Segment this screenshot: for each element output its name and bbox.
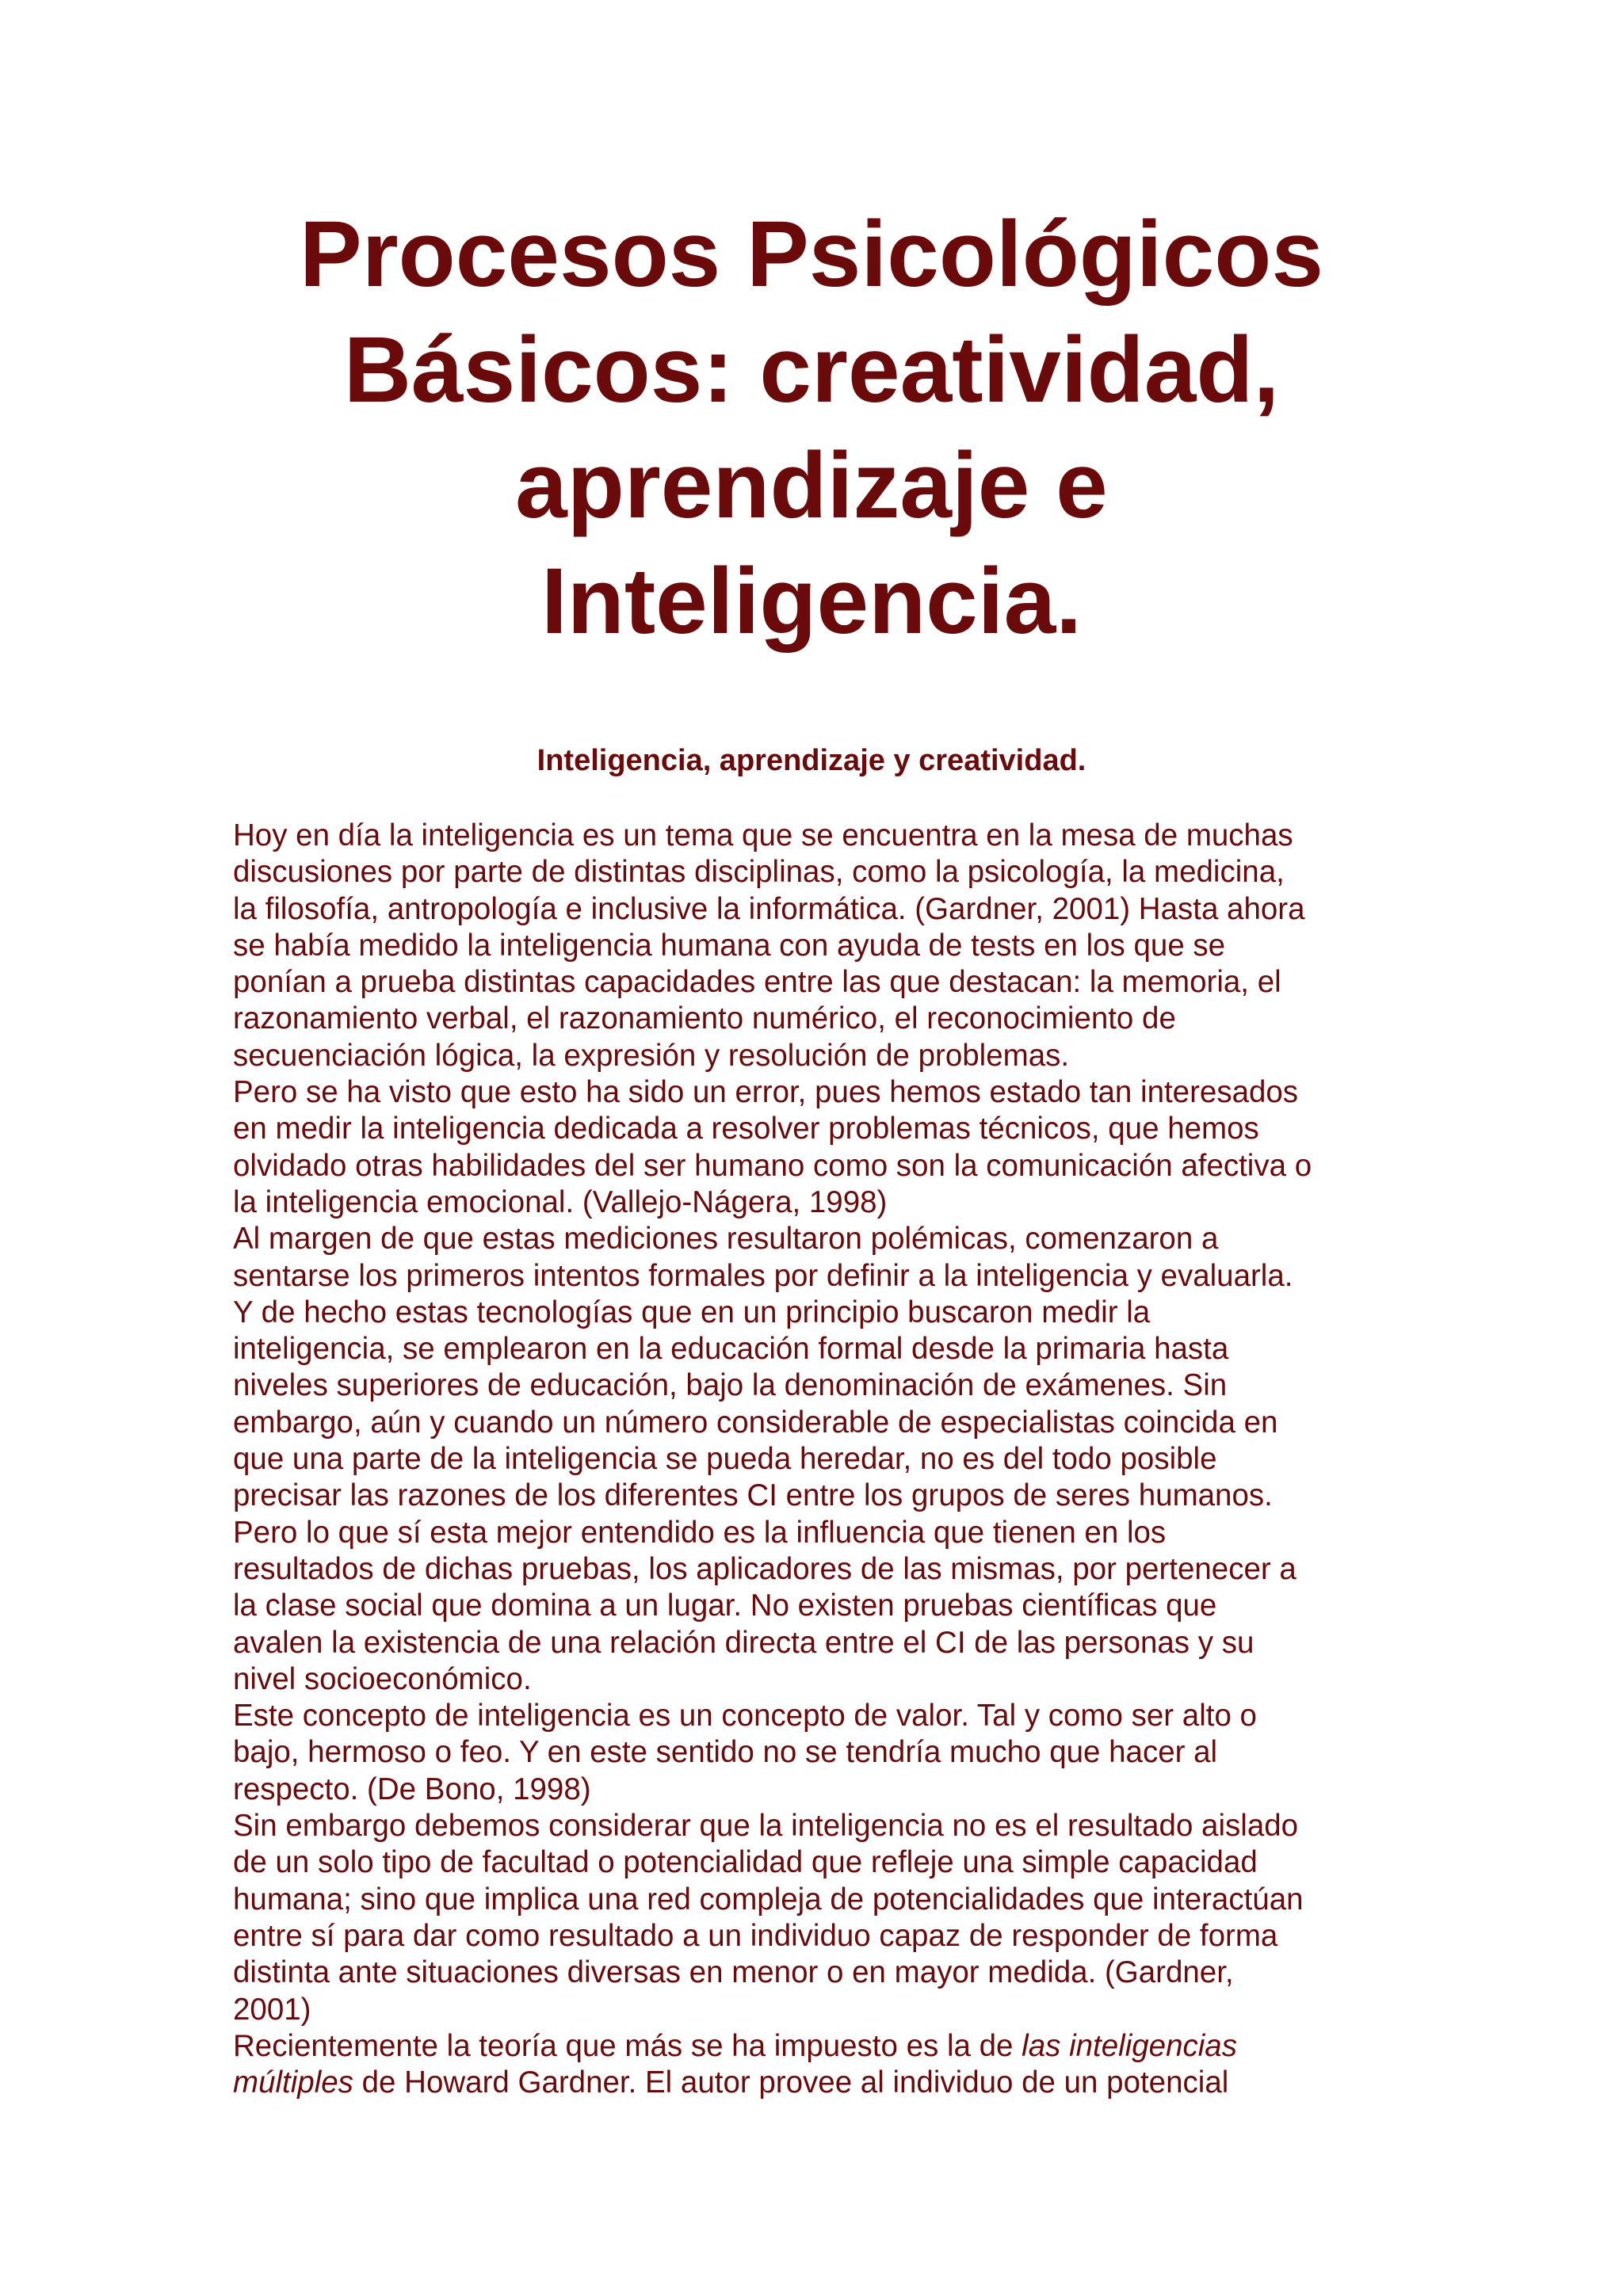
body-line: la clase social que domina a un lugar. No existen pruebas científicas que <box>233 1589 1217 1623</box>
body-line: en medir la inteligencia dedicada a resolver problemas técnicos, que hemos <box>233 1112 1259 1146</box>
body-line: Pero lo que sí esta mejor entendido es la influencia que tienen en los <box>233 1515 1167 1550</box>
body-line: Sin embargo debemos considerar que la inteligencia no es el resultado aislado <box>233 1809 1299 1844</box>
body-line: precisar las razones de los diferentes CI entre los grupos de seres humanos. <box>233 1478 1273 1513</box>
body-line: Pero se ha visto que esto ha sido un error, pues hemos estado tan interesados <box>233 1075 1299 1110</box>
body-text-italic: múltiples <box>233 2065 353 2100</box>
body-line-mixed <box>233 2065 1422 2101</box>
body-line: Hoy en día la inteligencia es un tema que se encuentra en la mesa de muchas <box>233 818 1293 852</box>
body-line: Al margen de que estas mediciones resultaron polémicas, comenzaron a <box>233 1222 1219 1257</box>
body-line: se había medido la inteligencia humana con ayuda de tests en los que se <box>233 928 1226 963</box>
body-line: respecto. (De Bono, 1998) <box>233 1772 591 1806</box>
body-line: niveles superiores de educación, bajo la denominación de exámenes. Sin <box>233 1368 1228 1403</box>
body-line: avalen la existencia de una relación directa entre el CI de las personas y su <box>233 1625 1254 1660</box>
body-line: Y de hecho estas tecnologías que en un principio buscaron medir la <box>233 1295 1151 1329</box>
body-line: que una parte de la inteligencia se pueda heredar, no es del todo posible <box>233 1442 1217 1477</box>
body-line: olvidado otras habilidades del ser humano como son la comunicación afectiva o <box>233 1148 1312 1183</box>
body-line: 2001) <box>233 1992 311 2027</box>
body-line: humana; sino que implica una red compleja de potencialidades que interactúan <box>233 1882 1304 1917</box>
title-line-4: Inteligencia. <box>541 549 1082 654</box>
title-line-1: Procesos Psicológicos <box>300 202 1323 307</box>
body-line: razonamiento verbal, el razonamiento numérico, el reconocimiento de <box>233 1001 1176 1036</box>
body-line: bajo, hermoso o feo. Y en este sentido no se tendría mucho que hacer al <box>233 1735 1218 1770</box>
body-line: entre sí para dar como resultado a un individuo capaz de responder de forma <box>233 1918 1278 1953</box>
document-title <box>238 196 1385 659</box>
section-heading: Inteligencia, aprendizaje y creatividad. <box>537 744 1086 777</box>
body-line: inteligencia, se emplearon en la educación formal desde la primaria hasta <box>233 1332 1229 1367</box>
body-text-plain: de Howard Gardner. El autor provee al individuo de un potencial <box>353 2065 1229 2100</box>
body-text-plain: Recientemente la teoría que más se ha impuesto es la de <box>233 2028 1022 2063</box>
body-line: sentarse los primeros intentos formales por definir a la inteligencia y evaluarla. <box>233 1258 1293 1293</box>
body-line: nivel socioeconómico. <box>233 1661 532 1696</box>
title-line-3: aprendizaje e <box>515 433 1108 538</box>
body-line: secuenciación lógica, la expresión y resolución de problemas. <box>233 1038 1070 1073</box>
body-line: ponían a prueba distintas capacidades entre las que destacan: la memoria, el <box>233 965 1281 1000</box>
body-line: embargo, aún y cuando un número considerable de especialistas coincida en <box>233 1405 1278 1440</box>
body-line: la inteligencia emocional. (Vallejo-Nágera, 1998) <box>233 1184 888 1219</box>
body-text-italic: las inteligencias <box>1022 2028 1237 2063</box>
body-line: de un solo tipo de facultad o potencialidad que refleje una simple capacidad <box>233 1845 1258 1880</box>
body-line: resultados de dichas pruebas, los aplicadores de las mismas, por pertenecer a <box>233 1551 1296 1586</box>
body-line: discusiones por parte de distintas disciplinas, como la psicología, la medicina, <box>233 855 1285 890</box>
body-line: distinta ante situaciones diversas en menor o en mayor medida. (Gardner, <box>233 1955 1234 1990</box>
title-line-2: Básicos: creatividad, <box>343 318 1280 422</box>
body-line-mixed <box>233 2028 1422 2065</box>
body-line: la filosofía, antropología e inclusive la informática. (Gardner, 2001) Hasta ahora <box>233 891 1305 926</box>
body-line: Este concepto de inteligencia es un concepto de valor. Tal y como ser alto o <box>233 1699 1257 1733</box>
body-text <box>233 818 1422 2101</box>
